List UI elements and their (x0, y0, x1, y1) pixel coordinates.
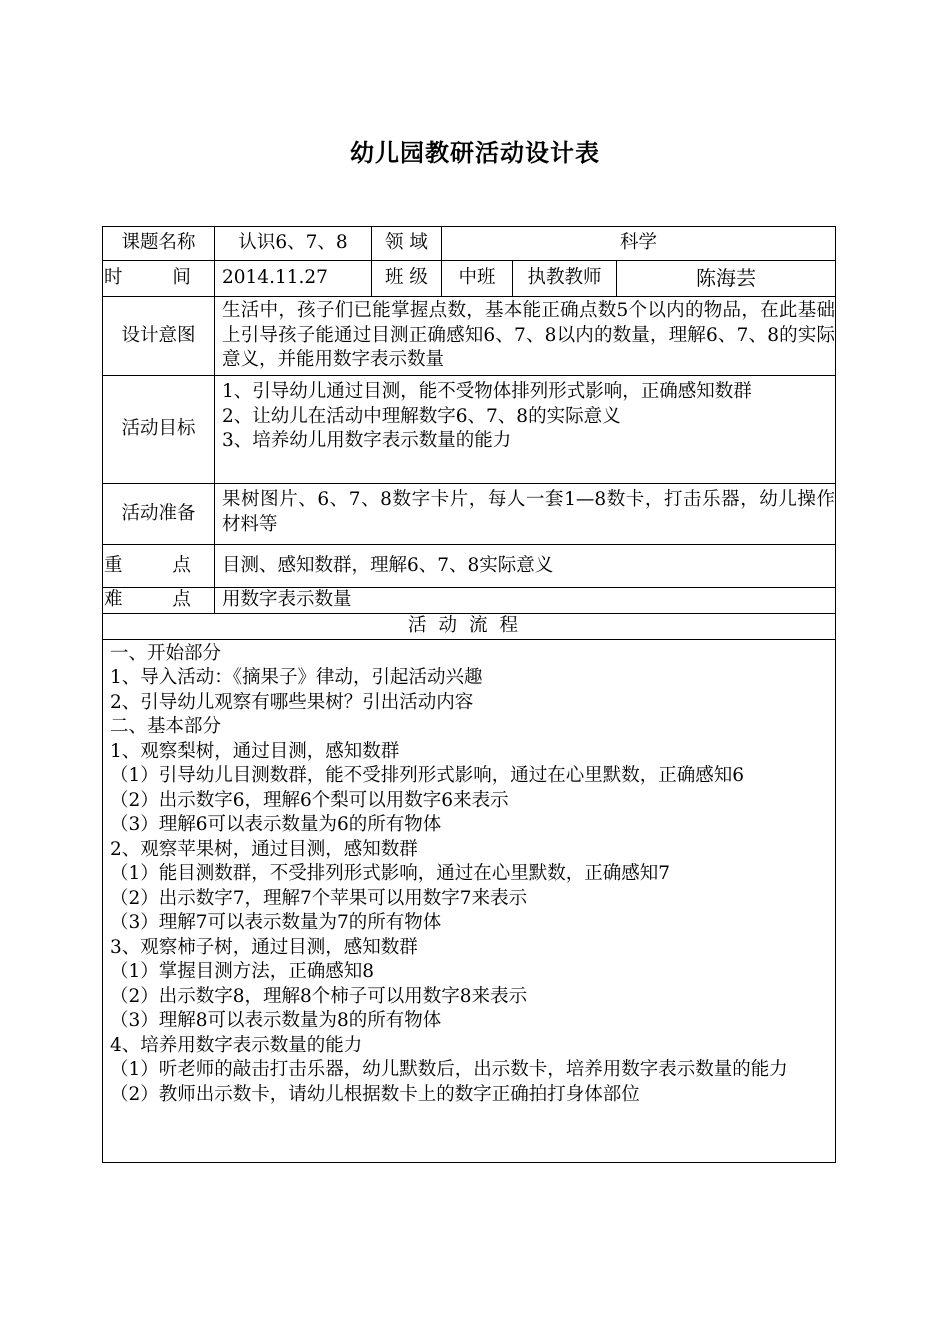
prep-text: 果树图片、6、7、8数字卡片，每人一套1—8数卡，打击乐器，幼儿操作材料等 (222, 489, 835, 535)
time-label: 时 间 (103, 261, 215, 297)
key-point-text: 目测、感知数群，理解6、7、8实际意义 (215, 545, 836, 588)
flow-line: （2）出示数字6，理解6个梨可以用数字6来表示 (110, 789, 509, 811)
domain-value: 科学 (442, 227, 836, 261)
flow-line: 2、引导幼儿观察有哪些果树？引出活动内容 (110, 691, 474, 713)
goal-item: 3、培养幼儿用数字表示数量的能力 (222, 430, 512, 451)
row-prep (103, 484, 836, 545)
row-flow-heading (103, 613, 836, 639)
row-design-intent (103, 297, 836, 376)
design-intent-text: 生活中，孩子们已能掌握点数，基本能正确点数5个以内的物品，在此基础上引导孩子能通过目测正确感知6、7、8以内的数量，理解6、7、8的实际意义，并能用数字表示数量 (222, 300, 835, 370)
flow-line: （1）掌握目测方法，正确感知8 (110, 961, 375, 982)
difficulty-label: 难 点 (103, 588, 215, 614)
key-point-label: 重 点 (103, 545, 215, 588)
time-value: 2014.11.27 (215, 261, 372, 297)
teacher-value: 陈海芸 (617, 261, 836, 297)
flow-line: 二、基本部分 (110, 716, 222, 737)
goal-item: 2、让幼儿在活动中理解数字6、7、8的实际意义 (222, 405, 621, 427)
flow-line: 1、观察梨树，通过目测，感知数群 (110, 740, 400, 762)
row-time (103, 261, 836, 297)
goal-item: 1、引导幼儿通过目测，能不受物体排列形式影响，正确感知数群 (222, 381, 752, 402)
topic-value: 认识6、7、8 (215, 227, 372, 261)
flow-line: 一、开始部分 (110, 642, 222, 664)
class-label: 班 级 (372, 261, 442, 297)
flow-line: 3、观察柿子树，通过目测，感知数群 (110, 936, 418, 958)
flow-line: 2、观察苹果树，通过目测，感知数群 (110, 838, 418, 860)
row-topic (103, 227, 836, 261)
flow-line: （3）理解6可以表示数量为6的所有物体 (110, 814, 442, 835)
teacher-label: 执教教师 (513, 261, 617, 297)
flow-line: （2）出示数字8，理解8个柿子可以用数字8来表示 (110, 985, 528, 1007)
design-intent-label: 设计意图 (103, 297, 215, 376)
flow-line: 4、培养用数字表示数量的能力 (110, 1034, 363, 1056)
flow-line: （1）听老师的敲击打击乐器，幼儿默数后，出示数卡，培养用数字表示数量的能力 (110, 1059, 788, 1080)
class-value: 中班 (442, 261, 513, 297)
topic-label: 课题名称 (103, 227, 215, 261)
row-goals (103, 376, 836, 484)
flow-line: （3）理解7可以表示数量为7的所有物体 (110, 912, 442, 933)
flow-heading: 活动流程 (103, 613, 836, 639)
flow-line: （2）出示数字7，理解7个苹果可以用数字7来表示 (110, 887, 528, 909)
difficulty-text: 用数字表示数量 (215, 588, 836, 614)
row-difficulty (103, 588, 836, 614)
flow-line: （2）教师出示数卡，请幼儿根据数卡上的数字正确拍打身体部位 (110, 1083, 640, 1105)
prep-label: 活动准备 (103, 484, 215, 545)
row-flow-content (103, 639, 836, 1162)
row-key-point (103, 545, 836, 588)
domain-label: 领 域 (372, 227, 442, 261)
goals-label: 活动目标 (103, 376, 215, 484)
page-title: 幼儿园教研活动设计表 (350, 138, 600, 167)
flow-line: 1、导入活动：《摘果子》律动，引起活动兴趣 (110, 667, 483, 688)
activity-design-table (102, 226, 836, 1163)
flow-line: （1）能目测数群，不受排列形式影响，通过在心里默数，正确感知7 (110, 863, 671, 884)
flow-line: （1）引导幼儿目测数群，能不受排列形式影响，通过在心里默数，正确感知6 (110, 765, 745, 786)
flow-line: （3）理解8可以表示数量为8的所有物体 (110, 1010, 442, 1031)
